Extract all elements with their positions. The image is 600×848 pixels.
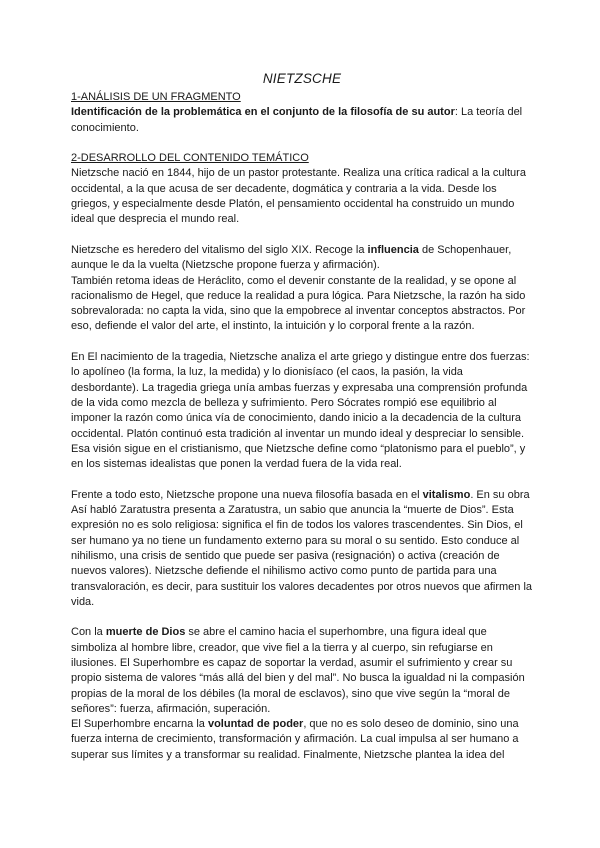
influence-bold: influencia (367, 243, 419, 256)
paragraph-text: Con la (71, 626, 106, 639)
paragraph-death-of-god (71, 625, 533, 717)
identification-bold: Identificación de la problemática en el conjunto de la filosofía de su autor (71, 106, 455, 119)
paragraph-text: Nietzsche es heredero del vitalismo del siglo XIX. Recoge la (71, 243, 368, 256)
paragraph-text: El Superhombre encarna la (71, 718, 208, 731)
spacer (71, 136, 533, 151)
paragraph-vitalism (71, 488, 533, 610)
paragraph-text: . En su obra Así habló Zaratustra presenta a Zaratustra, un sabio que anuncia la “muerte de Dios”. Esta expresión no es solo religiosa: significa el fin de todos los valores trascendentes. Sin Dios, el ser humano ya no tiene un fundamento externo para su moral o su sentido. Esto conduce al nihilismo, una crisis de sentido que puede ser pasiva (resignación) o activa (creación de nuevos valores). Nietzsche defiende el nihilismo activo como punto de partida para una transvaloración, es decir, para sustituir los valores decadentes por otros nuevos que afirmen la vida. (71, 488, 533, 608)
paragraph-text: , que no es solo deseo de dominio, sino una fuerza interna de crecimiento, transformación y afirmación. La cual impulsa al ser humano a superar sus límites y a transformar su realidad. Finalmente, Nietzsche plantea la idea del (71, 718, 519, 761)
document-page (71, 71, 533, 763)
spacer (71, 610, 533, 625)
spacer (71, 228, 533, 243)
section-1-heading: 1-ANÁLISIS DE UN FRAGMENTO (71, 91, 241, 103)
paragraph-text: Frente a todo esto, Nietzsche propone una nueva filosofía basada en el (71, 488, 423, 501)
section-2-heading: 2-DESARROLLO DEL CONTENIDO TEMÁTICO (71, 152, 309, 165)
spacer (71, 335, 533, 350)
identification-paragraph (71, 105, 533, 136)
paragraph-text: se abre el camino hacia el superhombre, una figura ideal que simboliza al hombre libre, creador, que vive fiel a la tierra y al cuerpo, sin refugiarse en ilusiones. El Superhombre es capaz de soportar la verdad, asumir el sufrimiento y crear su propio sistema de valores “más allá del bien y del mal”. No busca la igualdad ni la compasión propias de la moral de los débiles (la moral de esclavos), sino que vive según la “moral de señores”: fuerza, afirmación, superación. (71, 626, 525, 715)
paragraph-biography: Nietzsche nació en 1844, hijo de un pastor protestante. Realiza una crítica radical a la cultura occidental, a la que acusa de ser decadente, dogmática y contraria a la vida. Desde los griegos, y especialmente desde Platón, el pensamiento occidental ha construido un mundo ideal que desprecia el mundo real. (71, 167, 526, 226)
spacer (71, 472, 533, 487)
document-title: NIETZSCHE (262, 71, 342, 86)
identification-text: : La teoría del conocimiento. (71, 106, 523, 134)
will-to-power-bold: voluntad de poder (207, 718, 304, 731)
paragraph-will-to-power (71, 717, 533, 763)
death-of-god-bold: muerte de Dios (105, 626, 186, 639)
vitalism-bold: vitalismo (422, 488, 471, 501)
paragraph-tragedy: En El nacimiento de la tragedia, Nietzsche analiza el arte griego y distingue entre dos fuerzas: lo apolíneo (la forma, la luz, la medida) y lo dionisíaco (el caos, la pasión, la vida desbordante). La tragedia griega unía ambas fuerzas y expresaba una comprensión profunda de la vida como mezcla de belleza y sufrimiento. Pero Sócrates rompió ese equilibrio al imponer la razón como única vía de conocimiento, dando inicio a la decadencia de la cultura occidental. Platón continuó esta tradición al inventar un mundo ideal y despreciar lo sensible. Esa visión sigue en el cristianismo, que Nietzsche define como “platonismo para el pueblo”, y en los sistemas idealistas que ponen la verdad fuera de la vida real. (71, 351, 530, 471)
paragraph-text: de Schopenhauer, aunque le da la vuelta (Nietzsche propone fuerza y afirmación). (71, 243, 512, 272)
paragraph-heraclitus: También retoma ideas de Heráclito, como el devenir constante de la realidad, y se opone al racionalismo de Hegel, que reduce la realidad a pura lógica. Para Nietzsche, la razón ha sido sobrevalorada: no capta la vida, sino que la empobrece al inventar conceptos abstractos. Por eso, defiende el valor del arte, el instinto, la intuición y lo corporal frente a la razón. (71, 274, 526, 333)
paragraph-influence (71, 243, 533, 274)
